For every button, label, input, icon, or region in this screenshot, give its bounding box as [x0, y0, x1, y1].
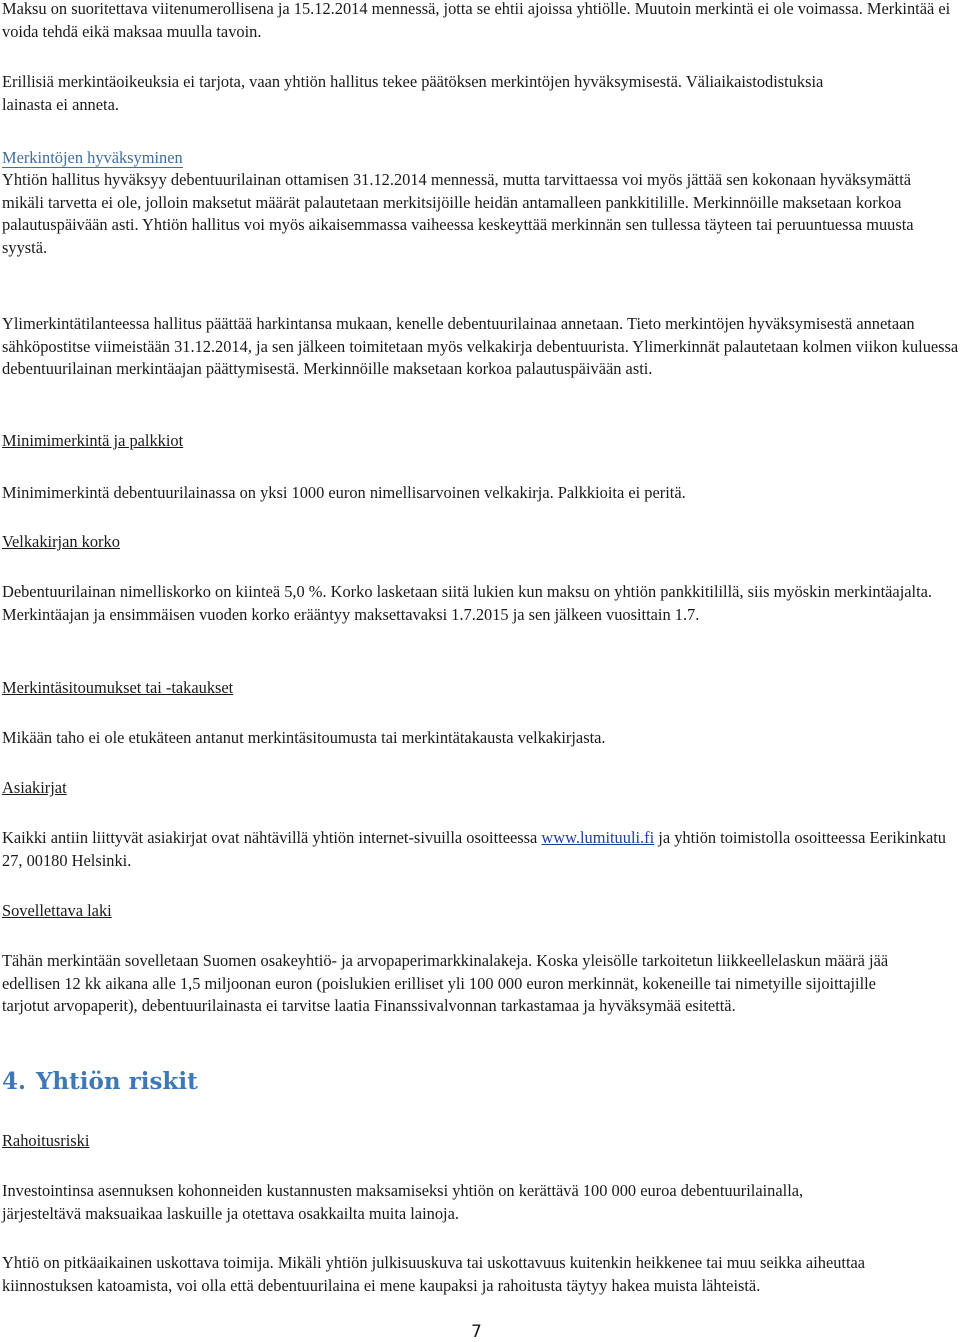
page-number: 7 — [471, 1322, 482, 1342]
paragraph-financing-2: Yhtiö on pitkäaikainen uskottava toimija. Mikäli yhtiön julkisuuskuva tai uskottavuus kuitenkin heikkenee tai muu seikka aiheuttaa kiinnostuksen katoamista, voi olla että debentuurilaina ei mene kaupaksi ja rahoitusta täytyy hakea muista lähteistä. — [2, 1253, 866, 1295]
heading-approval: Merkintöjen hyväksyminen — [2, 148, 183, 167]
paragraph-documents — [2, 827, 957, 872]
documents-text-after: ja yhtiön toimistolla osoitteessa Eerikinkatu 27, 00180 Helsinki. — [2, 828, 946, 870]
section-title: Yhtiön riskit — [36, 1068, 198, 1095]
heading-applicable-law: Sovellettava laki — [2, 901, 112, 920]
paragraph-oversubscription: Ylimerkintätilanteessa hallitus päättää harkintansa mukaan, kenelle debentuurilainaa annetaan. Tieto merkintöjen hyväksymisestä annetaan sähköpostitse viimeistään 31.12.2014, ja sen jälkeen toimitetaan myös velkakirja debentuurista. Ylimerkinnät palautetaan kolmen viikon kuluessa debentuurilainan merkintäajan päättymisestä. Merkinnöille maksetaan korkoa palautuspäivään asti. — [2, 314, 959, 379]
heading-interest: Velkakirjan korko — [2, 532, 120, 551]
paragraph-financing-1: Investointinsa asennuksen kohonneiden kustannusten maksamiseksi yhtiön on kerättävä 100 000 euroa debentuurilainalla, järjesteltävä maksuaikaa laskuille ja otettava osakkailta muita lainoja. — [2, 1181, 804, 1223]
heading-minimum: Minimimerkintä ja palkkiot — [2, 431, 184, 450]
paragraph-approval: Yhtiön hallitus hyväksyy debentuurilainan ottamisen 31.12.2014 mennessä, mutta tarvittaessa voi myös jättää sen kokonaan hyväksymättä mikäli tarvetta ei ole, jolloin maksetut määrät palautetaan merkitsijöille heidän antamalleen pankkitilille. Merkinnöille maksetaan korkoa palautuspäivään asti. Yhtiön hallitus voi myös aikaisemmassa vaiheessa keskeyttää merkinnän sen tullessa täyteen tai peruuntuessa muusta syystä. — [2, 170, 914, 257]
heading-commitments: Merkintäsitoumukset tai -takaukset — [2, 678, 234, 697]
documents-text-before: Kaikki antiin liittyvät asiakirjat ovat nähtävillä yhtiön internet-sivuilla osoitteessa — [2, 828, 542, 847]
section-heading-risks — [2, 1067, 198, 1097]
paragraph-subscription-rights: Erillisiä merkintäoikeuksia ei tarjota, vaan yhtiön hallitus tekee päätöksen merkintöjen hyväksymisestä. Väliaikaistodistuksia lainasta ei anneta. — [2, 72, 824, 114]
paragraph-minimum: Minimimerkintä debentuurilainassa on yksi 1000 euron nimellisarvoinen velkakirja. Palkkioita ei peritä. — [2, 483, 686, 502]
paragraph-applicable-law: Tähän merkintään sovelletaan Suomen osakeyhtiö- ja arvopaperimarkkinalakeja. Koska yleisölle tarkoitetun liikkeellelaskun määrä jää edellisen 12 kk aikana alle 1,5 miljoonan euron (poislukien erilliset yli 100 000 euron merkinnät, kokeneille tai nimetyille sijoittajille tarjotut arvopaperit), debentuurilainasta ei tarvitse laatia Finanssivalvonnan tarkastamaa ja hyväksymää esitettä. — [2, 951, 889, 1016]
company-website-link[interactable]: www.lumituuli.fi — [541, 828, 655, 847]
paragraph-payment: Maksu on suoritettava viitenumerollisena ja 15.12.2014 mennessä, jotta se ehtii ajoissa yhtiölle. Muutoin merkintä ei ole voimassa. Merkintää ei voida tehdä eikä maksaa muulla tavoin. — [2, 0, 951, 41]
paragraph-commitments: Mikään taho ei ole etukäteen antanut merkintäsitoumusta tai merkintätakausta velkakirjasta. — [2, 728, 606, 747]
heading-financing-risk: Rahoitusriski — [2, 1131, 90, 1150]
heading-documents: Asiakirjat — [2, 778, 67, 797]
paragraph-interest: Debentuurilainan nimelliskorko on kiinteä 5,0 %. Korko lasketaan siitä lukien kun maksu on yhtiön pankkitilillä, siis myöskin merkintäajalta. Merkintäajan ja ensimmäisen vuoden korko erääntyy maksettavaksi 1.7.2015 ja sen jälkeen vuosittain 1.7. — [2, 582, 933, 624]
section-number: 4. — [2, 1068, 27, 1095]
